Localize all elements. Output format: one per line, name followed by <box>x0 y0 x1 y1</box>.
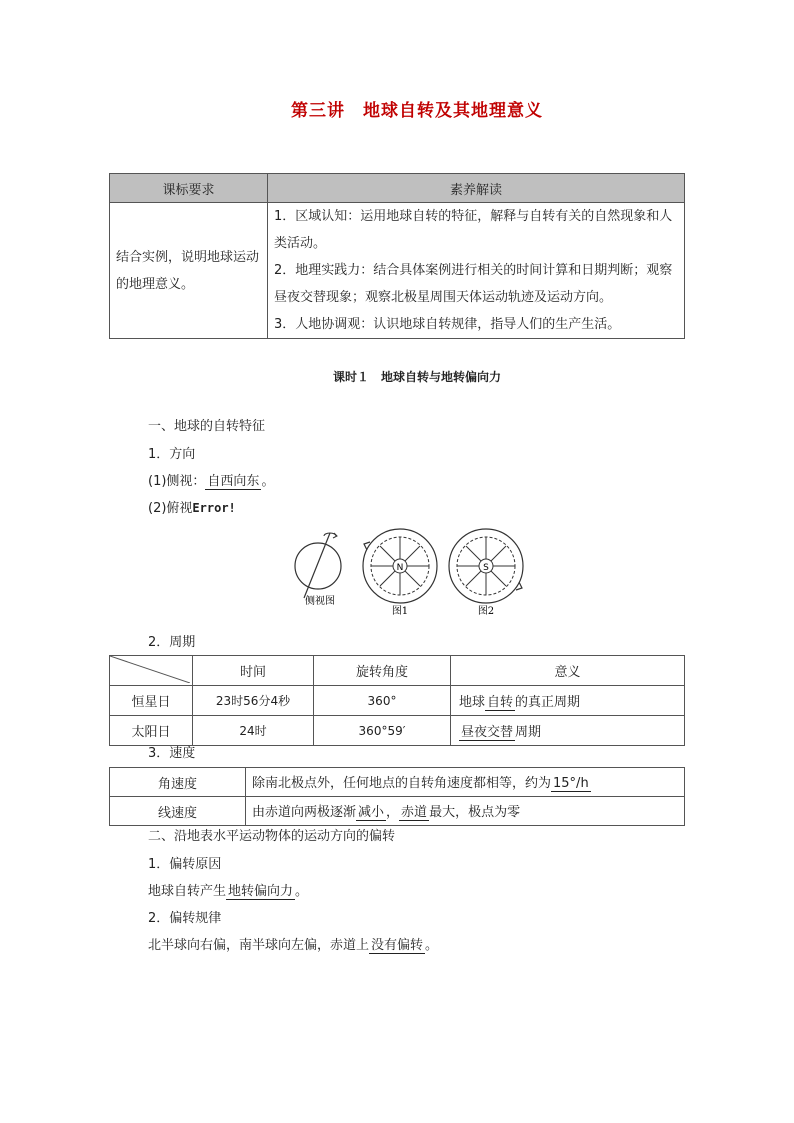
diagonal-line <box>110 656 190 683</box>
section1-heading: 一、地球的自转特征 <box>148 419 266 434</box>
table-header-standards: 课标要求 <box>110 174 268 203</box>
side-view-end: 。 <box>261 474 275 489</box>
period-table <box>109 655 685 746</box>
table-row <box>110 686 685 716</box>
speed-blank: 15°/h <box>553 776 589 791</box>
header-angle: 旋转角度 <box>314 656 451 686</box>
side-view-line <box>148 470 274 490</box>
literacy-line: 3．人地协调观：认识地球自转规律，指导人们的生产生活。 <box>274 317 621 332</box>
speed-name: 角速度 <box>110 768 246 797</box>
lesson-title: 课时１ 地球自转与地转偏向力 <box>332 370 501 384</box>
rule-line <box>148 934 438 954</box>
table-row <box>110 768 685 797</box>
table-row <box>110 716 685 746</box>
south-label: S <box>483 563 489 573</box>
side-view-caption: 侧视图 <box>305 596 335 607</box>
row-meaning <box>451 716 685 746</box>
literacy-cell <box>268 203 685 339</box>
top-view-label: (2)俯视 <box>148 501 193 516</box>
section2-heading: 二、沿地表水平运动物体的运动方向的偏转 <box>148 829 396 844</box>
side-view-figure <box>295 533 341 598</box>
speed-desc <box>246 797 685 826</box>
literacy-line: 2．地理实践力：结合具体案例进行相关的时间计算和日期判断；观察昼夜交替现象；观察北极星周围天体运动轨迹及运动方向。 <box>274 263 673 305</box>
speed-table <box>109 767 685 826</box>
meaning-post: 周期 <box>515 724 542 740</box>
period-table-corner <box>110 656 193 686</box>
rule-heading: 2．偏转规律 <box>148 911 222 926</box>
meaning-blank: 昼夜交替 <box>461 724 514 740</box>
header-time: 时间 <box>193 656 314 686</box>
rotation-diagram <box>288 528 538 623</box>
row-angle: 360° <box>314 686 451 716</box>
row-name: 太阳日 <box>110 716 193 746</box>
table-header-literacy: 素养解读 <box>268 174 685 203</box>
cause-line <box>148 880 308 900</box>
row-angle: 360°59′ <box>314 716 451 746</box>
literacy-line: 1．区域认知：运用地球自转的特征，解释与自转有关的自然现象和人类活动。 <box>274 209 673 251</box>
row-name: 恒星日 <box>110 686 193 716</box>
top-view-line <box>148 497 236 516</box>
cause-end: 。 <box>295 884 309 899</box>
speed-blank2: 赤道 <box>401 805 428 820</box>
side-view-label: (1)侧视： <box>148 474 206 489</box>
rule-blank: 没有偏转 <box>371 938 424 953</box>
rule-pre: 北半球向右偏，南半球向左偏，赤道上 <box>148 938 370 953</box>
figure1-caption: 图1 <box>391 606 409 617</box>
table-row <box>110 797 685 826</box>
speed-heading: 3．速度 <box>148 746 196 761</box>
row-time: 23时56分4秒 <box>193 686 314 716</box>
speed-pre: 除南北极点外，任何地点的自转角速度都相等，约为 <box>252 776 552 791</box>
row-time: 24时 <box>193 716 314 746</box>
meaning-post: 的真正周期 <box>515 694 581 710</box>
cause-heading: 1．偏转原因 <box>148 857 222 872</box>
figure2-caption: 图2 <box>477 606 495 617</box>
rule-end: 。 <box>425 938 439 953</box>
standards-table <box>109 173 685 339</box>
cause-pre: 地球自转产生 <box>148 884 227 899</box>
cause-blank: 地转偏向力 <box>228 884 294 899</box>
row-meaning <box>451 686 685 716</box>
requirement-cell: 结合实例，说明地球运动的地理意义。 <box>110 203 268 339</box>
speed-desc <box>246 768 685 797</box>
top-view-error: Error! <box>192 501 236 515</box>
speed-mid: ， <box>386 805 400 820</box>
speed-post: 最大，极点为零 <box>429 805 521 820</box>
page-title: 第三讲 地球自转及其地理意义 <box>291 101 543 121</box>
speed-pre: 由赤道向两极逐渐 <box>252 805 357 820</box>
speed-blank: 减小 <box>358 805 385 820</box>
side-view-answer: 自西向东 <box>207 474 260 489</box>
meaning-pre: 地球 <box>459 694 486 710</box>
direction-heading: 1．方向 <box>148 447 196 462</box>
north-label: N <box>396 563 404 573</box>
period-heading: 2．周期 <box>148 635 196 650</box>
header-meaning: 意义 <box>451 656 685 686</box>
speed-name: 线速度 <box>110 797 246 826</box>
meaning-blank: 自转 <box>487 694 514 710</box>
